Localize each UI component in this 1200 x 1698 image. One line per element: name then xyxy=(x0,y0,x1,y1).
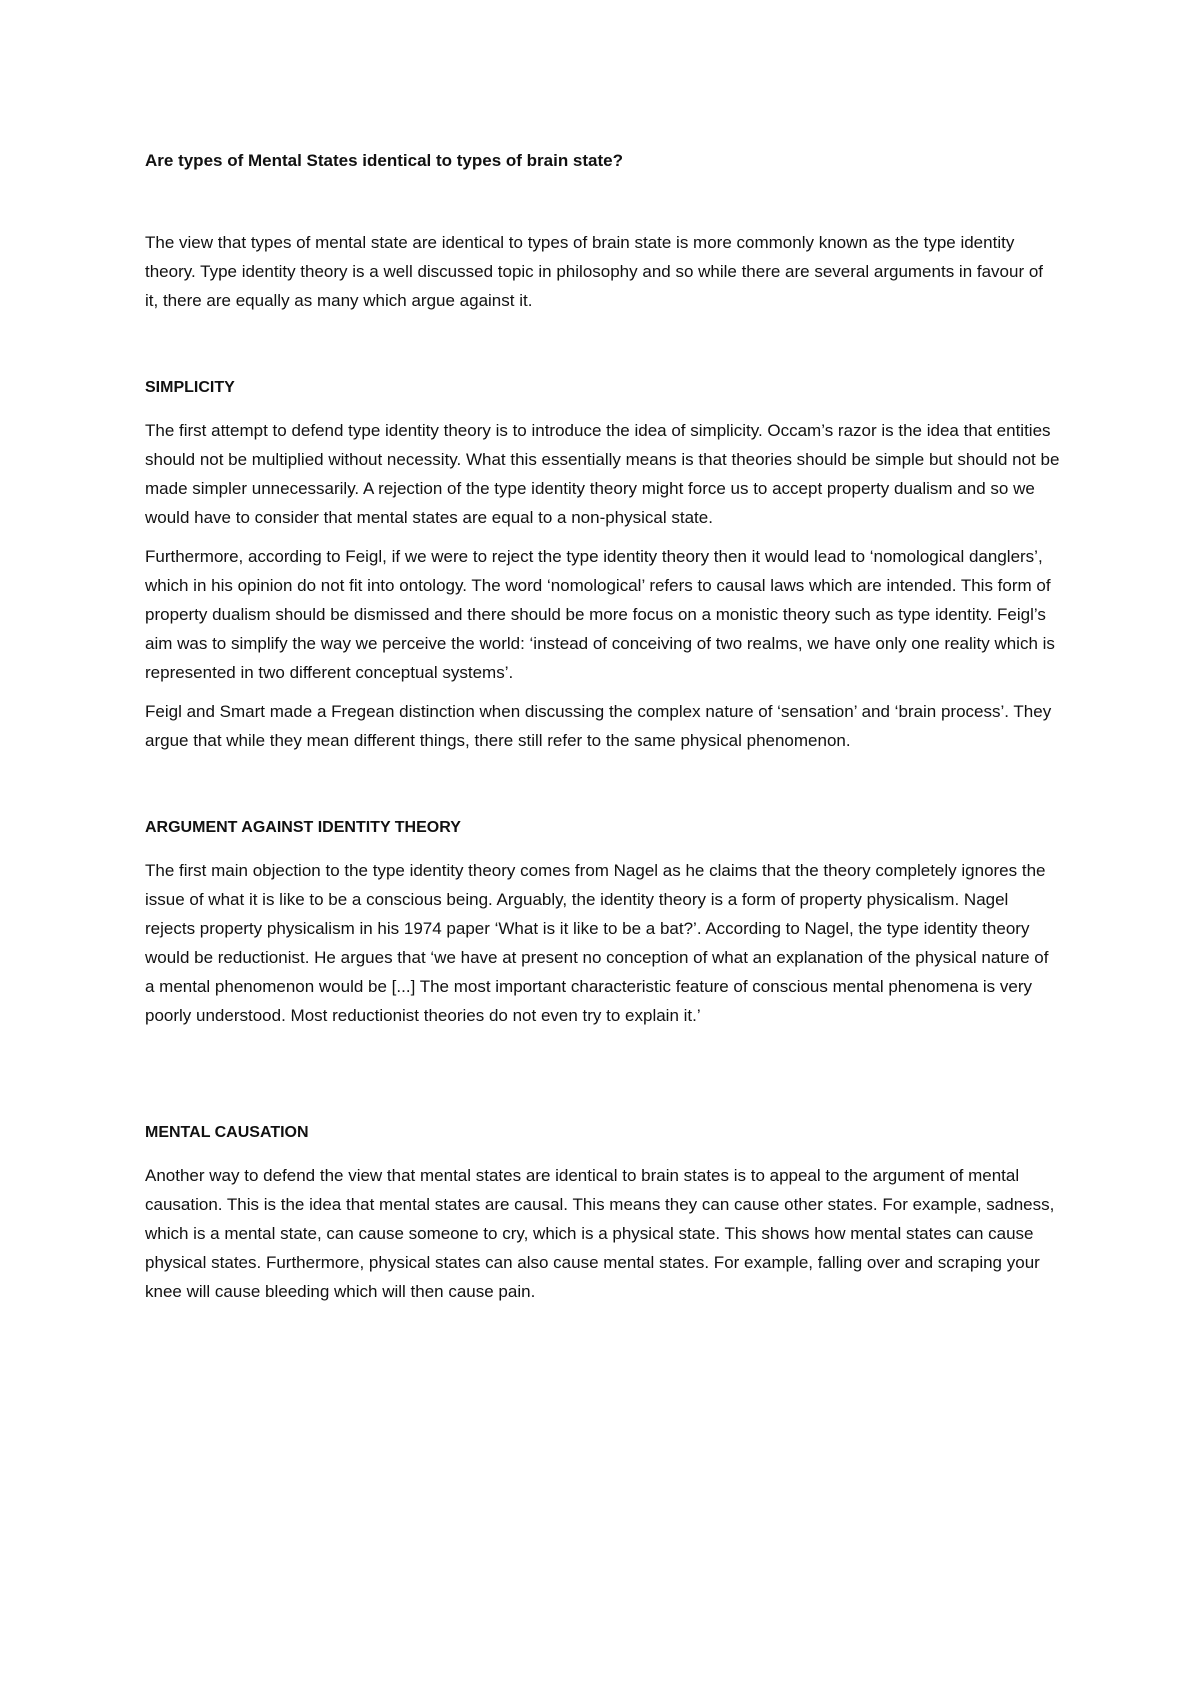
paragraph: Feigl and Smart made a Fregean distinction when discussing the complex nature of ‘sensation’ and ‘brain process’. They argue that while they mean different things, there still refer to the same physical phenomenon. xyxy=(145,702,1052,750)
document-body xyxy=(145,146,1060,1306)
section-heading-simplicity: SIMPLICITY xyxy=(145,379,235,396)
paragraph: Another way to defend the view that mental states are identical to brain states is to appeal to the argument of mental causation. This is the idea that mental states are causal. This means they can cause other states. For example, sadness, which is a mental state, can cause someone to cry, which is a physical state. This shows how mental states can cause physical states. Furthermore, physical states can also cause mental states. For example, falling over and scraping your knee will cause bleeding which will then cause pain. xyxy=(145,1166,1055,1301)
document-title: Are types of Mental States identical to types of brain state? xyxy=(145,151,623,170)
paragraph: Furthermore, according to Feigl, if we were to reject the type identity theory then it would lead to ‘nomological danglers’, which in his opinion do not fit into ontology. The word ‘nomological’ refers to causal laws which are intended. This form of property dualism should be dismissed and there should be more focus on a monistic theory such as type identity. Feigl’s aim was to simplify the way we perceive the world: ‘instead of conceiving of two realms, we have only one reality which is represented in two different conceptual systems’. xyxy=(145,547,1055,682)
paragraph: The first attempt to defend type identity theory is to introduce the idea of simplicity. Occam’s razor is the idea that entities should not be multiplied without necessity. What this essentially means is that theories should be simple but should not be made simpler unnecessarily. A rejection of the type identity theory might force us to accept property dualism and so we would have to consider that mental states are equal to a non-physical state. xyxy=(145,421,1060,527)
intro-paragraph: The view that types of mental state are identical to types of brain state is more commonly known as the type identity theory. Type identity theory is a well discussed topic in philosophy and so while there are several arguments in favour of it, there are equally as many which argue against it. xyxy=(145,233,1044,310)
section-heading-mental-causation: MENTAL CAUSATION xyxy=(145,1124,309,1141)
paragraph: The first main objection to the type identity theory comes from Nagel as he claims that the theory completely ignores the issue of what it is like to be a conscious being. Arguably, the identity theory is a form of property physicalism. Nagel rejects property physicalism in his 1974 paper ‘What is it like to be a bat?’. According to Nagel, the type identity theory would be reductionist. He argues that ‘we have at present no conception of what an explanation of the physical nature of a mental phenomenon would be [...] The most important characteristic feature of conscious mental phenomena is very poorly understood. Most reductionist theories do not even try to explain it.’ xyxy=(145,861,1049,1025)
section-heading-argument-against: ARGUMENT AGAINST IDENTITY THEORY xyxy=(145,819,461,836)
